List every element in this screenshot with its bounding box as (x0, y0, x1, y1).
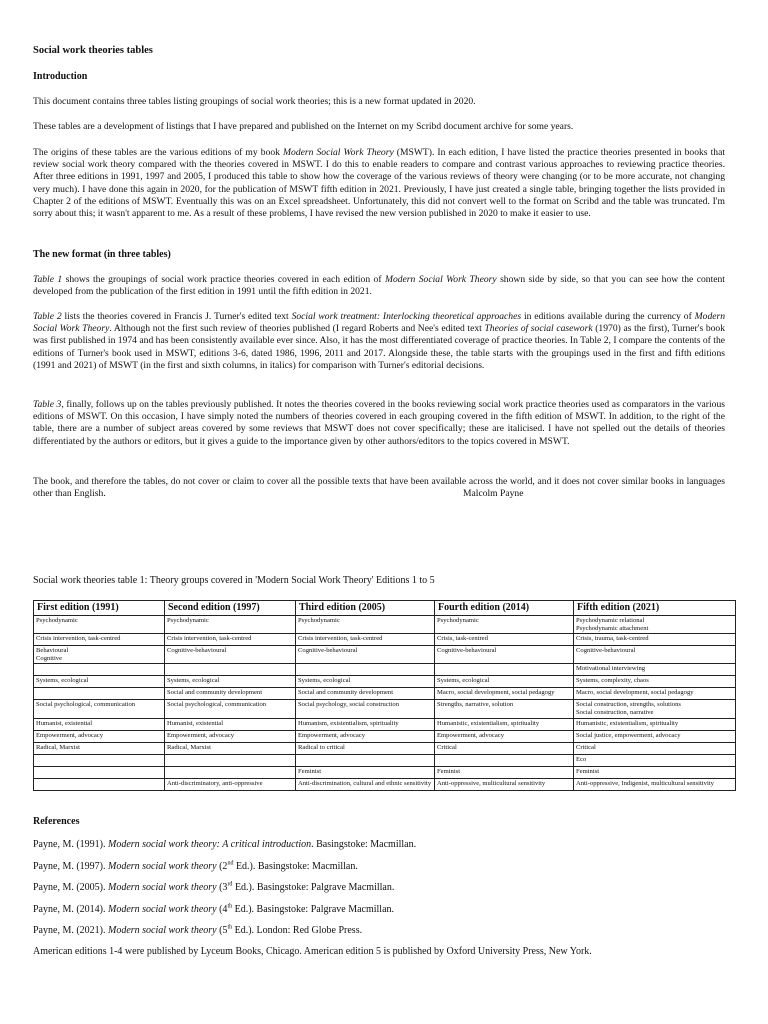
table-cell: Social psychological, communication (34, 700, 165, 718)
reference-edition: (3 (216, 882, 228, 893)
table-cell (165, 664, 296, 676)
reference-author: Payne, M. (1991). (33, 839, 108, 850)
table-cell: Cognitive-behavioural (435, 646, 574, 664)
table-cell: Feminist (574, 766, 736, 778)
reference-edition-suffix: nd (227, 860, 234, 867)
table-cell: Macro, social development, social pedagogy (574, 688, 736, 700)
paragraph-table2 (33, 311, 725, 372)
table-row (34, 616, 736, 634)
reference-author: Payne, M. (2014). (33, 904, 108, 915)
reference-item (33, 882, 394, 894)
table-row (34, 688, 736, 700)
reference-title: Modern social work theory (108, 882, 217, 893)
table-header-row (34, 601, 736, 616)
p4-text-b: shows the groupings of social work practice theories covered in each edition of (62, 274, 385, 285)
paragraph-table3 (33, 399, 725, 448)
p3-text-a: The origins of these tables are the various editions of my book (33, 147, 284, 158)
table-cell: Systems, ecological (435, 676, 574, 688)
p3-text-c: (MSWT). In each edition, I have listed the practice theories presented in books that review social work theory compared with the theories covered in MSWT. I do this to enable readers to compare and contrast various approaches to reviewing practice theories. After three editions in 1991, 1997 and 2005, I produced this table to show how the coverage of the various reviews of theory were changing (or to be more accurate, not changing very much). I have done this again in 2020, for the publication of MSWT fifth edition in 2021. Previously, I have just created a single table, bringing together the lists provided in Chapter 2 of the editions of MSWT. Eventually this was on an Excel spreadsheet. Unfortunately, this did not convert well to the format on Scribd and the table was truncated. I'm sorry about this; it wasn't apparent to me. As a result of these problems, I have revised the new version published in 2020 to make it easier to use. (33, 147, 725, 220)
reference-edition-suffix: th (227, 903, 233, 910)
column-header: Fourth edition (2014) (435, 601, 574, 616)
table-cell: Crisis, trauma, task-centred (574, 634, 736, 646)
table-cell: Behavioural Cognitive (34, 646, 165, 664)
table-cell (34, 688, 165, 700)
table-body (34, 616, 736, 791)
table-cell: Radical, Marxist (34, 742, 165, 754)
table-cell: Empowerment, advocacy (435, 730, 574, 742)
reference-publisher: Ed.). Basingstoke: Macmillan. (233, 861, 358, 872)
table-row (34, 634, 736, 646)
reference-title: Modern social work theory (108, 904, 217, 915)
table-row (34, 778, 736, 790)
reference-title: Modern social work theory: A critical introduction (108, 839, 312, 850)
p5-book-title: Modern Social Work Theory (33, 311, 726, 335)
new-format-heading: The new format (in three tables) (33, 249, 171, 260)
table-cell: Anti-discriminatory, anti-oppressive (165, 778, 296, 790)
paragraph-scope (33, 476, 725, 500)
reference-publisher: Ed.). London: Red Globe Press. (232, 925, 363, 936)
table-row (34, 766, 736, 778)
table-cell: Cognitive-behavioural (296, 646, 435, 664)
table-cell (435, 664, 574, 676)
p4-table-ref: Table 1 (33, 274, 63, 285)
table-cell: Psychodynamic (296, 616, 435, 634)
document-title: Social work theories tables (33, 45, 153, 56)
table-row (34, 646, 736, 664)
reference-title: Modern social work theory (108, 925, 217, 936)
table-cell: Eco (574, 754, 736, 766)
table-cell: Systems, complexity, chaos (574, 676, 736, 688)
table-cell: Radical to critical (296, 742, 435, 754)
table-cell: Humanism, existentialism, spirituality (296, 718, 435, 730)
p5-text-d: in editions available during the currency of (521, 311, 695, 322)
introduction-heading: Introduction (33, 71, 88, 82)
table-cell: Systems, ecological (34, 676, 165, 688)
reference-title: Modern social work theory (108, 861, 217, 872)
p5-turner-title: Social work treatment: Interlocking theoretical approaches (291, 311, 522, 322)
paragraph-3 (33, 147, 725, 220)
p5-text-h: (1970) as the first), Turner's book was first published in 1974 and has been consistently available ever since. Also, it has the most differentiated coverage of practice theories. In Table 2, I compare the contents of the editions of Turner's book used in MSWT, editions 3-6, dated 1986, 1996, 2011 and 2017. Alongside these, the table starts with the groupings used in the first and fifth editions (1991 and 2021) of MSWT (in the first and sixth columns, in italics) for comparison with Turner's editorial decisions. (33, 323, 726, 371)
table-row (34, 718, 736, 730)
table-cell: Crisis intervention, task-centred (34, 634, 165, 646)
reference-edition: (2 (216, 861, 228, 872)
table-cell: Radical, Marxist (165, 742, 296, 754)
table-cell: Macro, social development, social pedagogy (435, 688, 574, 700)
reference-publisher: Ed.). Basingstoke: Palgrave Macmillan. (232, 904, 395, 915)
paragraph-2: These tables are a development of listings that I have prepared and published on the Internet on my Scribd document archive for some years. (33, 121, 574, 132)
table-cell: Systems, ecological (165, 676, 296, 688)
table-cell: Critical (435, 742, 574, 754)
table-cell: Humanist, existential (34, 718, 165, 730)
table-cell: Empowerment, advocacy (296, 730, 435, 742)
table-cell (296, 664, 435, 676)
table-cell (165, 766, 296, 778)
table-cell: Feminist (435, 766, 574, 778)
table-cell: Crisis intervention, task-centred (165, 634, 296, 646)
p3-book-title: Modern Social Work Theory (283, 147, 394, 158)
table-cell (34, 664, 165, 676)
table-cell: Humanistic, existentialism, spirituality (574, 718, 736, 730)
column-header: Second edition (1997) (165, 601, 296, 616)
reference-item (33, 861, 358, 873)
table-cell: Anti-oppressive, multicultural sensitivity (435, 778, 574, 790)
table-cell: Motivational interviewing (574, 664, 736, 676)
table-cell: Anti-discrimination, cultural and ethnic sensitivity (296, 778, 435, 790)
column-header: First edition (1991) (34, 601, 165, 616)
table-cell (296, 754, 435, 766)
table-cell: Social psychology, social construction (296, 700, 435, 718)
table-row (34, 742, 736, 754)
reference-item (33, 925, 362, 937)
table1-caption: Social work theories table 1: Theory groups covered in 'Modern Social Work Theory' Editions 1 to 5 (33, 575, 435, 586)
table-cell: Social justice, empowerment, advocacy (574, 730, 736, 742)
column-header: Fifth edition (2021) (574, 601, 736, 616)
p6-table-ref: Table 3 (33, 399, 62, 410)
table-cell: Feminist (296, 766, 435, 778)
column-header: Third edition (2005) (296, 601, 435, 616)
table-cell: Humanist, existential (165, 718, 296, 730)
reference-edition: (5 (216, 925, 228, 936)
p5-table-ref: Table 2 (33, 311, 62, 322)
table-cell: Cognitive-behavioural (574, 646, 736, 664)
table-cell: Empowerment, advocacy (34, 730, 165, 742)
reference-item (33, 904, 394, 916)
reference-edition-suffix: rd (227, 881, 233, 888)
reference-publisher: . Basingstoke: Macmillan. (311, 839, 417, 850)
table-cell: Psychodynamic (435, 616, 574, 634)
table-row (34, 700, 736, 718)
reference-edition: (4 (216, 904, 228, 915)
table-row (34, 754, 736, 766)
table-cell: Cognitive-behavioural (165, 646, 296, 664)
references-heading: References (33, 816, 80, 827)
reference-item (33, 839, 416, 851)
table-row (34, 676, 736, 688)
table-cell: Social and community development (296, 688, 435, 700)
paragraph-table1 (33, 274, 725, 298)
reference-author: Payne, M. (1997). (33, 861, 108, 872)
american-editions-note: American editions 1-4 were published by Lyceum Books, Chicago. American edition 5 is published by Oxford University Press, New York. (33, 946, 592, 957)
table-cell (34, 754, 165, 766)
table-cell (165, 754, 296, 766)
table-cell: Empowerment, advocacy (165, 730, 296, 742)
table-cell: Critical (574, 742, 736, 754)
table-cell: Social and community development (165, 688, 296, 700)
reference-publisher: Ed.). Basingstoke: Palgrave Macmillan. (232, 882, 395, 893)
table-cell: Psychodynamic relational Psychodynamic attachment (574, 616, 736, 634)
p4-book-title: Modern Social Work Theory (384, 274, 497, 285)
reference-edition-suffix: th (227, 924, 233, 931)
reference-author: Payne, M. (2005). (33, 882, 108, 893)
table-cell: Crisis, task-centred (435, 634, 574, 646)
p5-roberts-title: Theories of social casework (484, 323, 593, 335)
table-cell: Systems, ecological (296, 676, 435, 688)
table-cell: Crisis intervention, task-centred (296, 634, 435, 646)
paragraph-1: This document contains three tables listing groupings of social work theories; this is a new format updated in 2020. (33, 96, 476, 107)
table-cell: Psychodynamic (34, 616, 165, 634)
table-row (34, 664, 736, 676)
table-cell: Anti-oppressive, Indigenist, multicultural sensitivity (574, 778, 736, 790)
author-signature: Malcolm Payne (463, 488, 524, 499)
table-cell: Social construction, strengths, solutions Social construction, narrative (574, 700, 736, 718)
reference-author: Payne, M. (2021). (33, 925, 108, 936)
table-cell (34, 766, 165, 778)
table-cell: Psychodynamic (165, 616, 296, 634)
table-cell: Strengths, narrative, solution (435, 700, 574, 718)
table-cell: Humanistic, existentialism, spirituality (435, 718, 574, 730)
theory-groups-table (33, 600, 736, 791)
p5-text-f: . Although not the first such review of theories published (I regard Roberts and Nee's edited text (109, 323, 485, 335)
p7-text: The book, and therefore the tables, do not cover or claim to cover all the possible texts that have been available across the world, and it does not cover similar books in languages other than English. (33, 476, 725, 500)
table-cell: Social psychological, communication (165, 700, 296, 718)
p4-text-d: shown side by side, so that you can see how the content developed from the publication of the first edition in 1991 until the fifth edition in 2021. (33, 274, 725, 298)
table-row (34, 730, 736, 742)
p6-text-b: , finally, follows up on the tables previously published. It notes the theories covered in the books reviewing social work practice theories used as comparators in the various editions of MSWT. On this occasion, I have simply noted the numbers of theories covered in each grouping covered in the fifth edition of MSWT. In addition, to the right of the table, there are a number of subject areas covered by some reviews that MSWT does not cover specifically; these are italicised. I have not spelled out the details of theories differentiated by the authors or editors, but it gives a guide to the importance given by other authors/editors to the topics covered in MSWT. (33, 399, 725, 447)
table-cell (34, 778, 165, 790)
table-cell (435, 754, 574, 766)
p5-text-b: lists the theories covered in Francis J. Turner's edited text (61, 311, 292, 322)
